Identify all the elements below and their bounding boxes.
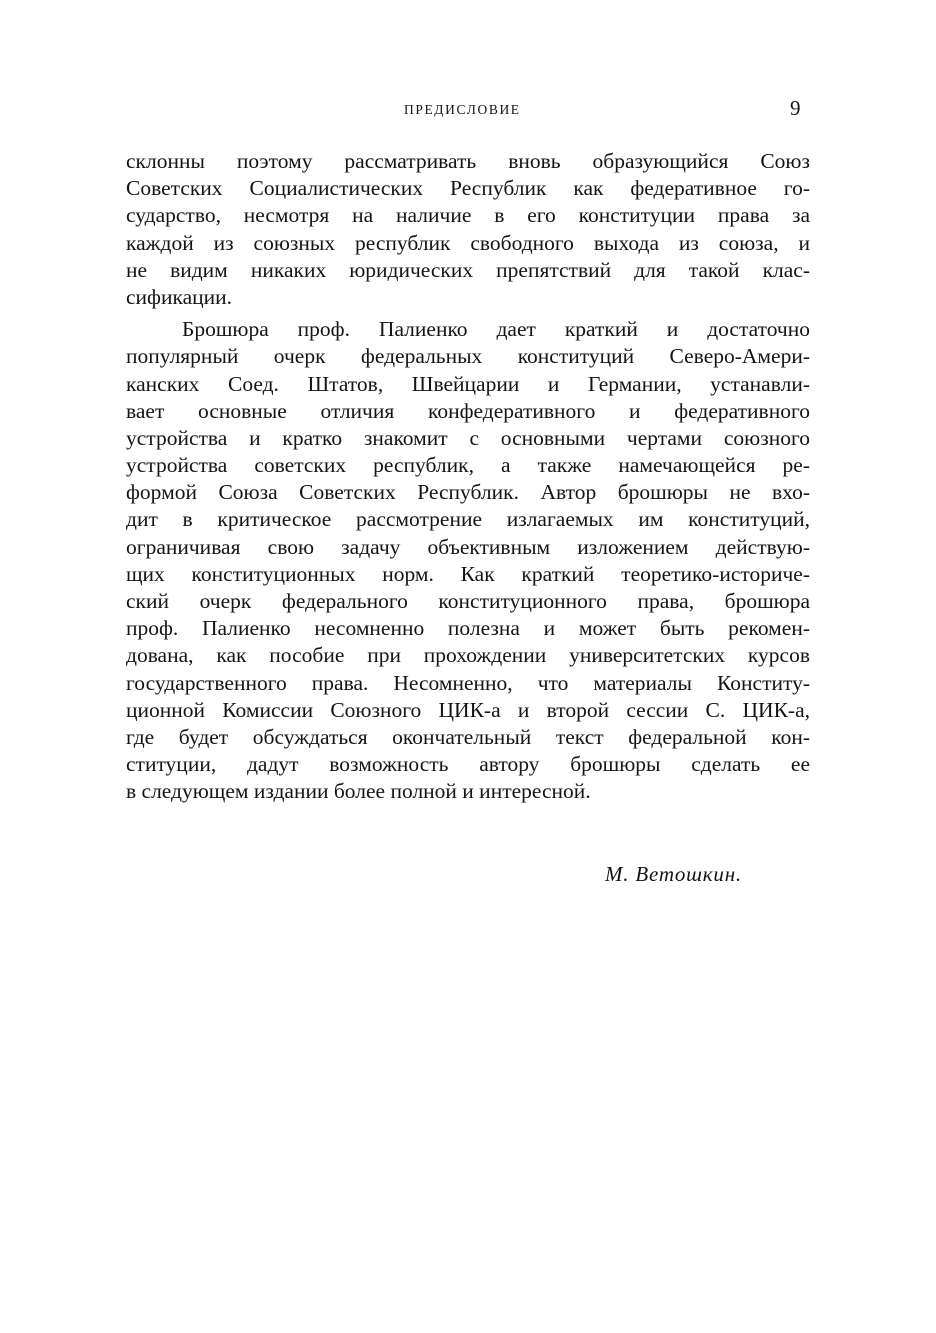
text-line: формой Союза Советских Республик. Автор брошюры не вхо-	[126, 480, 810, 505]
author-signature: М. Ветошкин.	[605, 862, 742, 886]
text-line: ституции, дадут возможность автору брошюры сделать ее	[126, 752, 810, 777]
text-line: сификации.	[126, 284, 233, 309]
text-line: устройства и кратко знакомит с основными чертами союзного	[126, 425, 810, 450]
text-line: дит в критическое рассмотрение излагаемых им конституций,	[126, 507, 810, 532]
text-line: Советских Социалистических Республик как федеративное го-	[126, 176, 810, 201]
text-line: дована, как пособие при прохождении университетских курсов	[126, 643, 810, 668]
page-number: 9	[790, 96, 801, 120]
text-line: вает основные отличия конфедеративного и федеративного	[126, 398, 810, 423]
text-line: ционной Комиссии Союзного ЦИК-а и второй сессии С. ЦИК-а,	[126, 697, 810, 722]
text-line: каждой из союзных республик свободного выхода из союза, и	[126, 230, 810, 255]
text-line: в следующем издании более полной и интересной.	[126, 779, 591, 804]
text-line: устройства советских республик, а также намечающейся ре-	[126, 453, 810, 478]
text-line: ский очерк федерального конституционного права, брошюра	[126, 589, 810, 613]
text-line: не видим никаких юридических препятствий для такой клас-	[126, 257, 810, 282]
text-line: щих конституционных норм. Как краткий теоретико-историче-	[126, 561, 810, 586]
text-line: государственного права. Несомненно, что материалы Конститу-	[126, 670, 810, 695]
text-line: проф. Палиенко несомненно полезна и может быть рекомен-	[126, 616, 810, 641]
text-line: где будет обсуждаться окончательный текст федеральной кон-	[126, 724, 810, 749]
text-line: сударство, несмотря на наличие в его конституции права за	[126, 203, 810, 228]
paragraph-2	[126, 316, 810, 805]
text-line: склонны поэтому рассматривать вновь образующийся Союз	[126, 149, 810, 173]
running-title: ПРЕДИСЛОВИЕ	[404, 102, 521, 117]
text-line: Брошюра проф. Палиенко дает краткий и достаточно	[182, 317, 810, 342]
text-line: канских Соед. Штатов, Швейцарии и Германии, устанавли-	[126, 371, 810, 396]
body-text	[126, 148, 810, 806]
text-line: ограничивая свою задачу объективным изложением действую-	[126, 534, 810, 559]
text-line: популярный очерк федеральных конституций Северо-Амери-	[126, 344, 810, 369]
paragraph-1	[126, 148, 810, 311]
